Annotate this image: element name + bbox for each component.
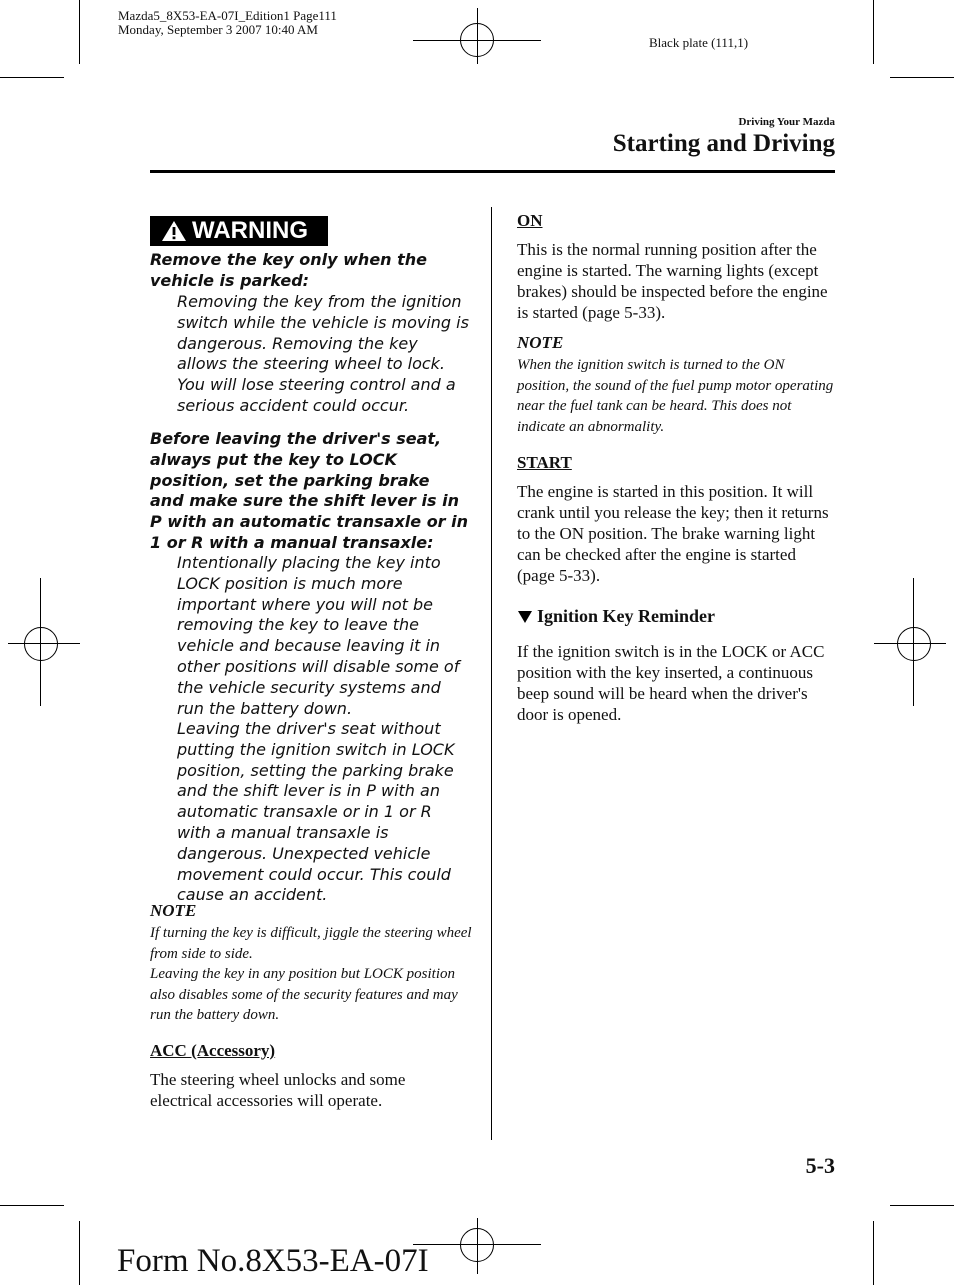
reminder-heading: Ignition Key Reminder <box>537 606 715 626</box>
note-item-1: If turning the key is difficult, jiggle the steering wheel from side to side. <box>150 925 472 962</box>
reminder-heading-row <box>517 606 715 627</box>
note-right-text: When the ignition switch is turned to the ON position, the sound of the fuel pump motor operating near the fuel tank can be heard. This does not indicate an abnormality. <box>517 357 834 435</box>
acc-heading: ACC (Accessory) <box>150 1041 276 1060</box>
section-title: Starting and Driving <box>612 130 835 157</box>
warning-lead-1: Remove the key only when the vehicle is parked: <box>150 250 428 290</box>
warning-badge <box>150 216 328 246</box>
acc-text: The steering wheel unlocks and some electrical accessories will operate. <box>150 1070 406 1110</box>
on-heading: ON <box>517 211 543 230</box>
note-heading-left: NOTE <box>150 901 197 920</box>
form-number: Form No.8X53-EA-07I <box>117 1243 429 1279</box>
triangle-down-icon <box>517 610 533 624</box>
header-rule <box>150 170 835 173</box>
print-date-info: Monday, September 3 2007 10:40 AM <box>118 22 318 37</box>
note-item-2: Leaving the key in any position but LOCK position also disables some of the security features and may run the battery down. <box>150 966 458 1024</box>
warning-body-1: Removing the key from the ignition switch while the vehicle is moving is dangerous. Removing the key allows the steering wheel to lock. You will lose steering control and a serious accident could occur. <box>177 292 469 415</box>
warning-label: WARNING <box>192 217 308 244</box>
start-heading: START <box>517 453 572 472</box>
warning-lead-2: Before leaving the driver's seat, always put the key to LOCK position, set the parking brake and make sure the shift lever is in P with an automatic transaxle or in 1 or R with a manual transaxle: <box>150 429 469 552</box>
warning-body-2: Intentionally placing the key into LOCK position is much more important where you will not be removing the key to leave the vehicle and because leaving it in other positions will disable some of the vehicle security systems and run the battery down. <box>177 553 460 718</box>
print-file-info: Mazda5_8X53-EA-07I_Edition1 Page111 <box>118 8 337 23</box>
exclamation-triangle-icon <box>160 219 188 243</box>
plate-info: Black plate (111,1) <box>649 35 749 50</box>
page-number: 5-3 <box>805 1153 835 1178</box>
start-text: The engine is started in this position. It will crank until you release the key; then it returns to the ON position. The brake warning light can be checked after the engine is started (page 5-33). <box>517 482 829 585</box>
note-heading-right: NOTE <box>517 333 564 352</box>
reminder-text: If the ignition switch is in the LOCK or ACC position with the key inserted, a continuous beep sound will be heard when the driver's door is opened. <box>517 642 825 724</box>
column-divider <box>491 207 492 1140</box>
warning-body-2b: Leaving the driver's seat without putting the ignition switch in LOCK position, setting the parking brake and the shift lever is in P with an automatic transaxle or in 1 or R with a manual transaxle is dangerous. Unexpected vehicle movement could occur. This could cause an accident. <box>177 719 455 905</box>
on-text: This is the normal running position after the engine is started. The warning lights (except brakes) should be inspected before the engine is started (page 5-33). <box>517 240 828 322</box>
chapter-title: Driving Your Mazda <box>738 116 835 128</box>
